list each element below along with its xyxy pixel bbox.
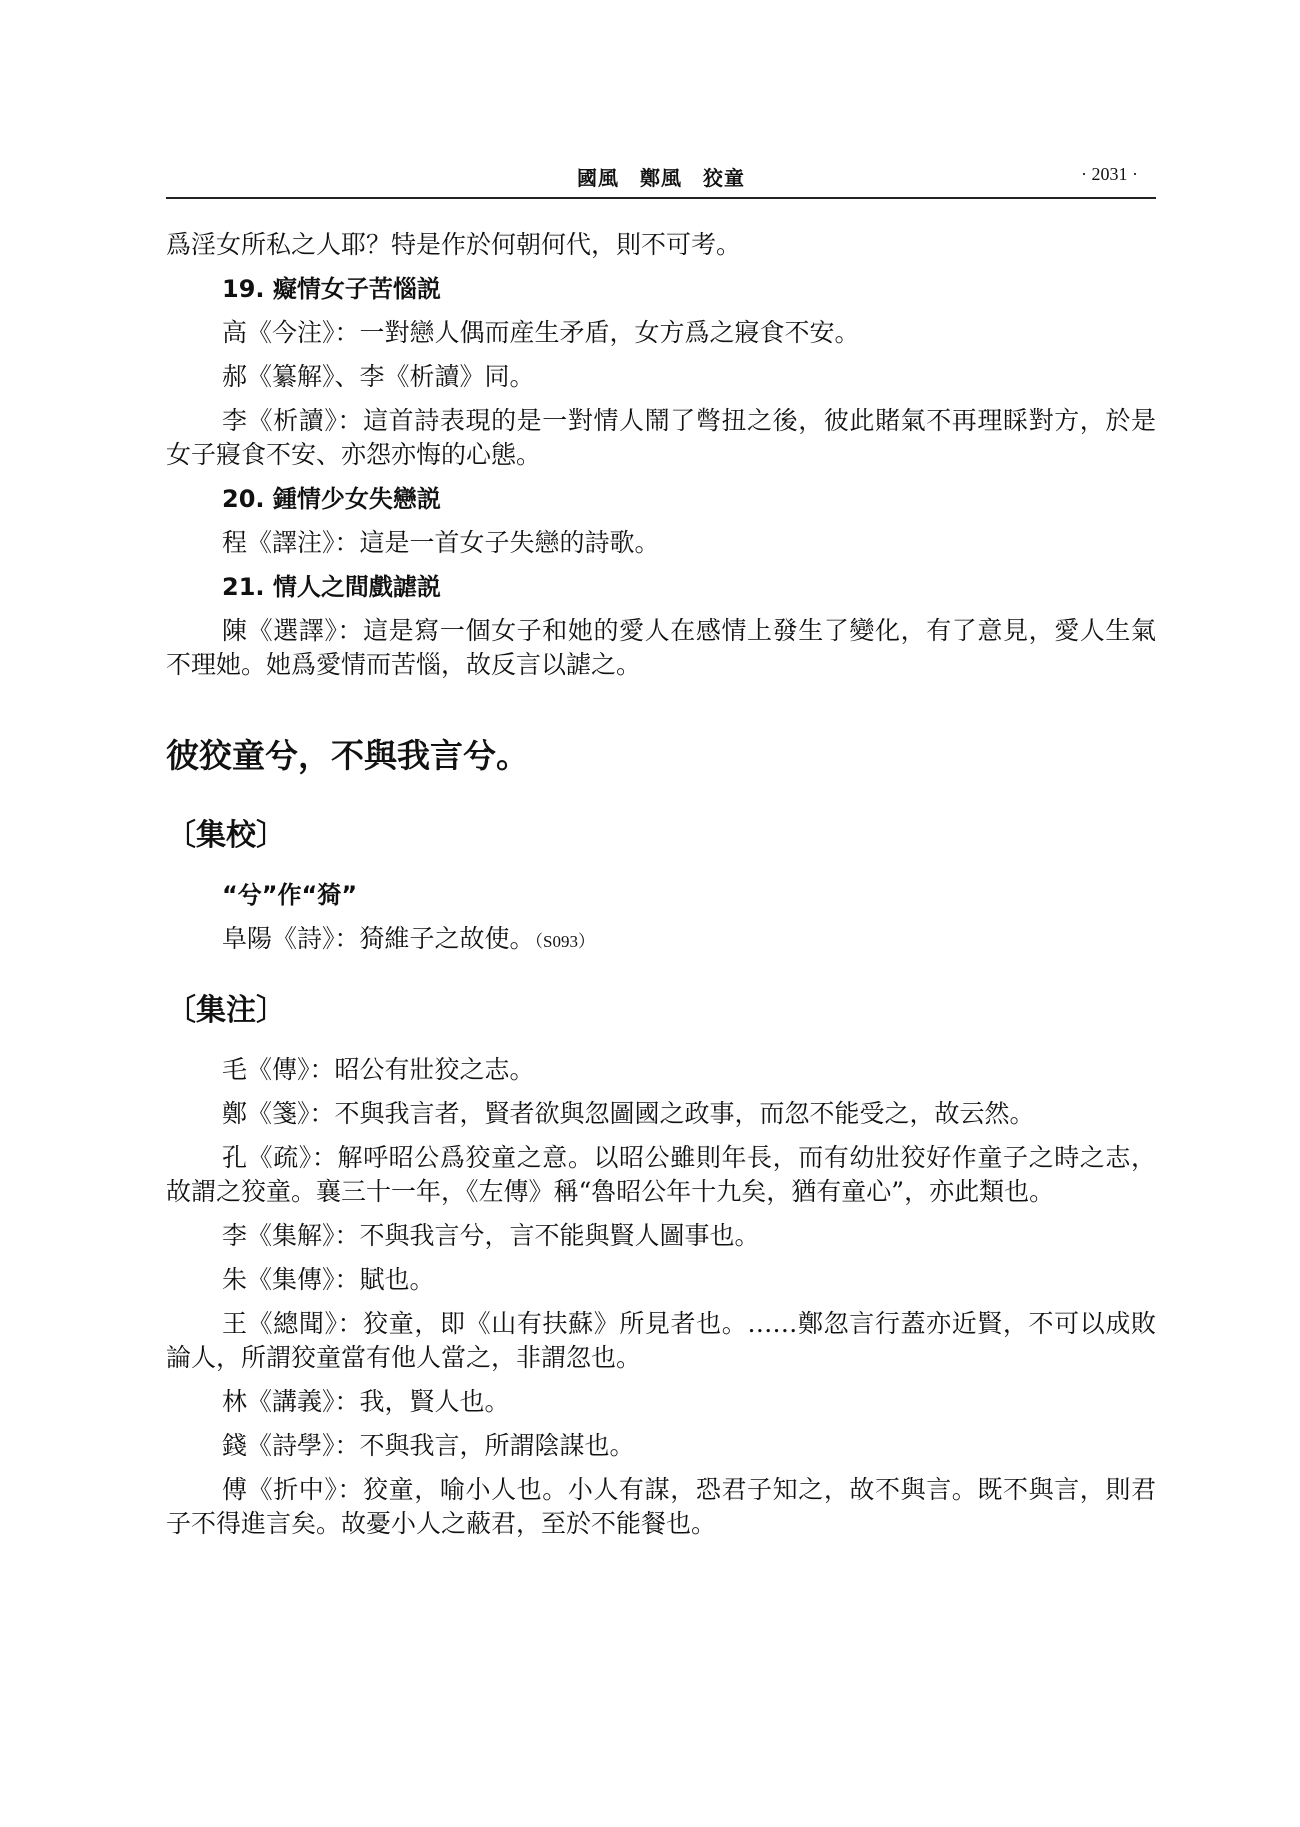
annotation-item: 李《集解》：不與我言兮，言不能與賢人圖事也。: [222, 1221, 760, 1250]
section-title-jizhu: 〔集注〕: [166, 993, 286, 1028]
paragraph: 郝《纂解》、李《析讀》同。: [222, 362, 535, 391]
collation-subheading: “兮”作“猗”: [222, 881, 358, 909]
annotation-item: 傅《折中》：狡童，喻小人也。小人有謀，恐君子知之，故不與言。既不與言，則君子不得進言矣。故憂小人之蔽君，至於不能餐也。: [166, 1475, 1156, 1538]
paragraph: 高《今注》：一對戀人偶而産生矛盾，女方爲之寢食不安。: [222, 318, 860, 347]
subheading-21: 21. 情人之間戲謔説: [222, 573, 441, 601]
annotation-item: 鄭《箋》：不與我言者，賢者欲與忽圖國之政事，而忽不能受之，故云然。: [222, 1099, 1035, 1128]
subheading-19: 19. 癡情女子苦惱説: [222, 275, 441, 303]
subheading-20: 20. 鍾情少女失戀説: [222, 485, 441, 513]
page-number: · 2031 ·: [1081, 164, 1138, 184]
annotation-item: 錢《詩學》：不與我言，所謂陰謀也。: [222, 1431, 635, 1460]
paragraph: 程《譯注》：這是一首女子失戀的詩歌。: [222, 528, 660, 557]
paragraph-continuation: 爲淫女所私之人耶？特是作於何朝何代，則不可考。: [166, 230, 742, 259]
running-header: [166, 158, 1156, 196]
verse-heading: 彼狡童兮，不與我言兮。: [166, 736, 529, 775]
section-title-jijiao: 〔集校〕: [166, 818, 286, 853]
collation-item: [166, 922, 1156, 959]
annotation-item: 林《講義》：我，賢人也。: [222, 1387, 510, 1416]
page-content: [166, 228, 1156, 1551]
paragraph: 陳《選譯》：這是寫一個女子和她的愛人在感情上發生了變化，有了意見，愛人生氣不理她。她爲愛情而苦惱，故反言以謔之。: [166, 616, 1156, 679]
collation-cite: （S093）: [534, 932, 595, 951]
annotation-item: 毛《傳》：昭公有壯狡之志。: [222, 1055, 535, 1084]
annotation-item: 朱《集傳》：賦也。: [222, 1265, 435, 1294]
header-title: 國風 鄭風 狡童: [577, 166, 745, 190]
annotation-item: 孔《疏》：解呼昭公爲狡童之意。以昭公雖則年長，而有幼壯狡好作童子之時之志，故謂之狡童。襄三十一年，《左傳》稱“魯昭公年十九矣，猶有童心”，亦此類也。: [166, 1143, 1156, 1206]
paragraph: 李《析讀》：這首詩表現的是一對情人鬧了彆扭之後，彼此賭氣不再理睬對方，於是女子寢食不安、亦怨亦悔的心態。: [166, 406, 1156, 469]
collation-text: 阜陽《詩》：猗維子之故使。: [222, 924, 535, 953]
header-rule: [166, 197, 1156, 199]
annotation-item: 王《總聞》：狡童，即《山有扶蘇》所見者也。……鄭忽言行蓋亦近賢，不可以成敗論人，所謂狡童當有他人當之，非謂忽也。: [166, 1309, 1156, 1372]
